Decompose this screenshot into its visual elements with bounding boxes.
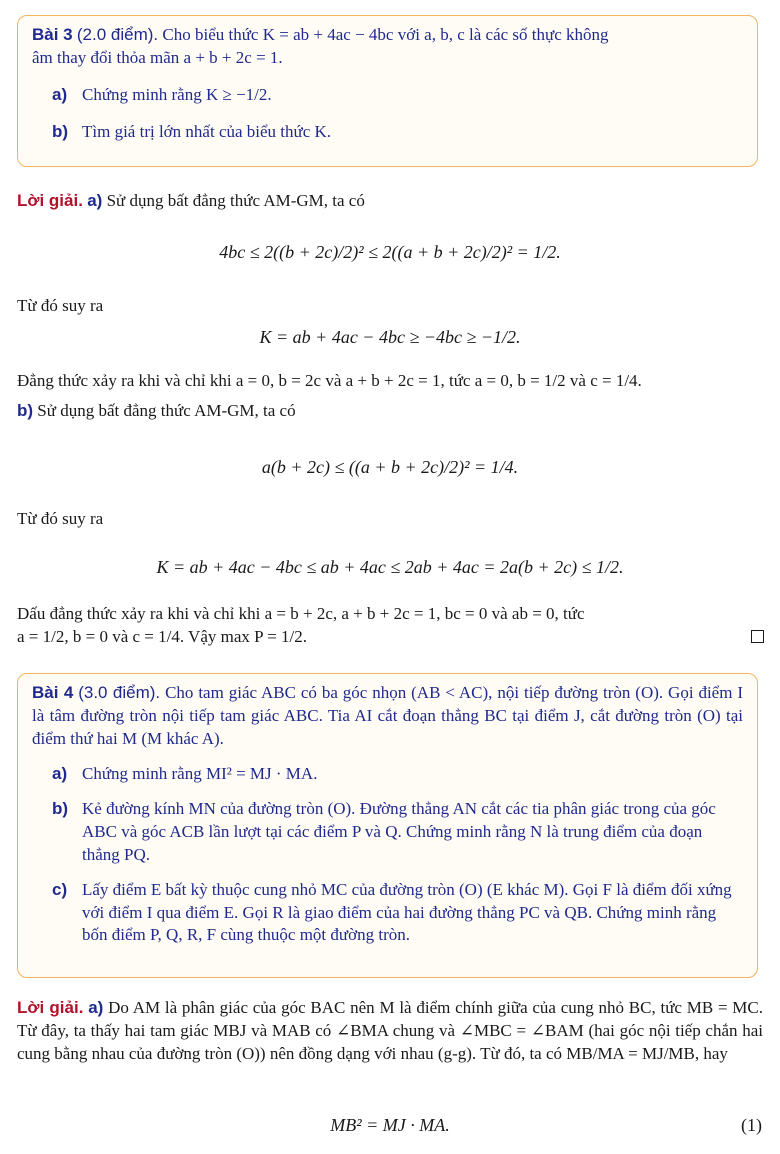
solution-text: Do AM là phân giác của góc BAC nên M là điểm chính giữa của cung nhỏ BC, tức MB = MC. Từ đây, ta thấy hai tam giác MBJ và MAB có ∠BMA chung và ∠MBC = ∠BAM (hai góc nội tiếp chắn hai cung bằng nhau của đường tròn (O)) nên đồng dạng với nhau (g-g). Từ đó, ta có MB/MA = MJ/MB, hay xyxy=(17,998,763,1063)
item-tag: b) xyxy=(52,121,69,141)
item-text: Kẻ đường kính MN của đường tròn (O). Đường thẳng AN cắt các tia phân giác trong của góc ABC và góc ACB lần lượt tại các điểm P và Q. Chứng minh rằng N là trung điểm của đoạn thẳng PQ. xyxy=(82,798,716,864)
equation-5: MB² = MJ · MA. xyxy=(330,1115,450,1135)
solution-text: Dấu đẳng thức xảy ra khi và chỉ khi a = b + 2c, a + b + 2c = 1, bc = 0 và ab = 0, tức xyxy=(17,604,585,623)
equation-1: 4bc ≤ 2((b + 2c)/2)² ≤ 2((a + b + 2c)/2)² = 1/2. xyxy=(219,242,561,262)
problem-3-points: (2.0 điểm). xyxy=(76,25,159,44)
tu-do-suy-ra-1 xyxy=(17,295,763,318)
item-tag: b) xyxy=(52,798,69,818)
solution-text: a = 1/2, b = 0 và c = 1/4. Vậy max P = 1/2. xyxy=(17,626,308,646)
equation-4: K = ab + 4ac − 4bc ≤ ab + 4ac ≤ 2ab + 4ac = 2a(b + 2c) ≤ 1/2. xyxy=(156,557,624,577)
solution-4 xyxy=(17,997,763,1066)
problem-3-stem xyxy=(32,24,743,70)
solution-label: Lời giải. xyxy=(17,191,83,210)
problem-3-item-a xyxy=(32,84,743,107)
problem-4-stem xyxy=(32,682,743,751)
problem-3-item-b xyxy=(32,121,743,144)
equality-condition-a xyxy=(17,370,763,393)
problem-4-stem-text: Cho tam giác ABC có ba góc nhọn (AB < AC), nội tiếp đường tròn (O). Gọi điểm I là tâm đường tròn nội tiếp tam giác ABC. Tia AI cắt đoạn thẳng BC tại điểm J, cắt đường tròn (O) tại điểm thứ hai M (M khác A). xyxy=(32,683,744,748)
problem-4-points: (3.0 điểm). xyxy=(78,683,161,702)
solution-3-intro xyxy=(17,190,763,213)
problem-3-label: Bài 3 xyxy=(32,25,73,44)
qed-square xyxy=(751,630,764,643)
solution-text: Từ đó suy ra xyxy=(17,509,104,528)
equation-3: a(b + 2c) ≤ ((a + b + 2c)/2)² = 1/4. xyxy=(261,457,519,477)
problem-4-label: Bài 4 xyxy=(32,683,74,702)
problem-4-item-c xyxy=(32,879,743,948)
part-tag: a) xyxy=(88,998,104,1017)
problem-3-stem-line-1: Cho biểu thức K = ab + 4ac − 4bc với a, b, c là các số thực không xyxy=(162,25,609,44)
item-text: Lấy điểm E bất kỳ thuộc cung nhỏ MC của đường tròn (O) (E khác M). Gọi F là điểm đối xứng với điểm I qua điểm E. Gọi R là giao điểm của hai đường thẳng PC và QB. Chứng minh rằng bốn điểm P, Q, R, F cùng thuộc một đường tròn. xyxy=(82,879,732,945)
problem-4-item-b xyxy=(32,798,743,867)
tu-do-suy-ra-2 xyxy=(17,508,763,531)
solution-3-part-b xyxy=(17,400,763,423)
part-tag: b) xyxy=(17,401,34,420)
problem-3-box xyxy=(17,15,758,167)
item-tag: c) xyxy=(52,879,68,899)
solution-text: Đẳng thức xảy ra khi và chỉ khi a = 0, b = 2c và a + b + 2c = 1, tức a = 0, b = 1/2 và c = 1/4. xyxy=(17,371,642,390)
item-text: Chứng minh rằng MI² = MJ · MA. xyxy=(82,763,318,783)
problem-3-stem-line-2: âm thay đổi thỏa mãn a + b + 2c = 1. xyxy=(32,47,283,67)
item-tag: a) xyxy=(52,84,68,104)
solution-text: Sử dụng bất đẳng thức AM-GM, ta có xyxy=(106,191,365,210)
equation-number: (1) xyxy=(741,1115,762,1135)
problem-4-box xyxy=(17,673,758,978)
equality-condition-b xyxy=(17,603,763,649)
item-text: Tìm giá trị lớn nhất của biểu thức K. xyxy=(82,121,332,141)
item-text: Chứng minh rằng K ≥ −1/2. xyxy=(82,84,272,104)
problem-4-item-a xyxy=(32,763,743,786)
item-tag: a) xyxy=(52,763,68,783)
part-tag: a) xyxy=(87,191,103,210)
solution-label: Lời giải. xyxy=(17,998,84,1017)
equation-2: K = ab + 4ac − 4bc ≥ −4bc ≥ −1/2. xyxy=(259,327,521,347)
solution-text: Từ đó suy ra xyxy=(17,296,104,315)
solution-text: Sử dụng bất đẳng thức AM-GM, ta có xyxy=(37,401,296,420)
